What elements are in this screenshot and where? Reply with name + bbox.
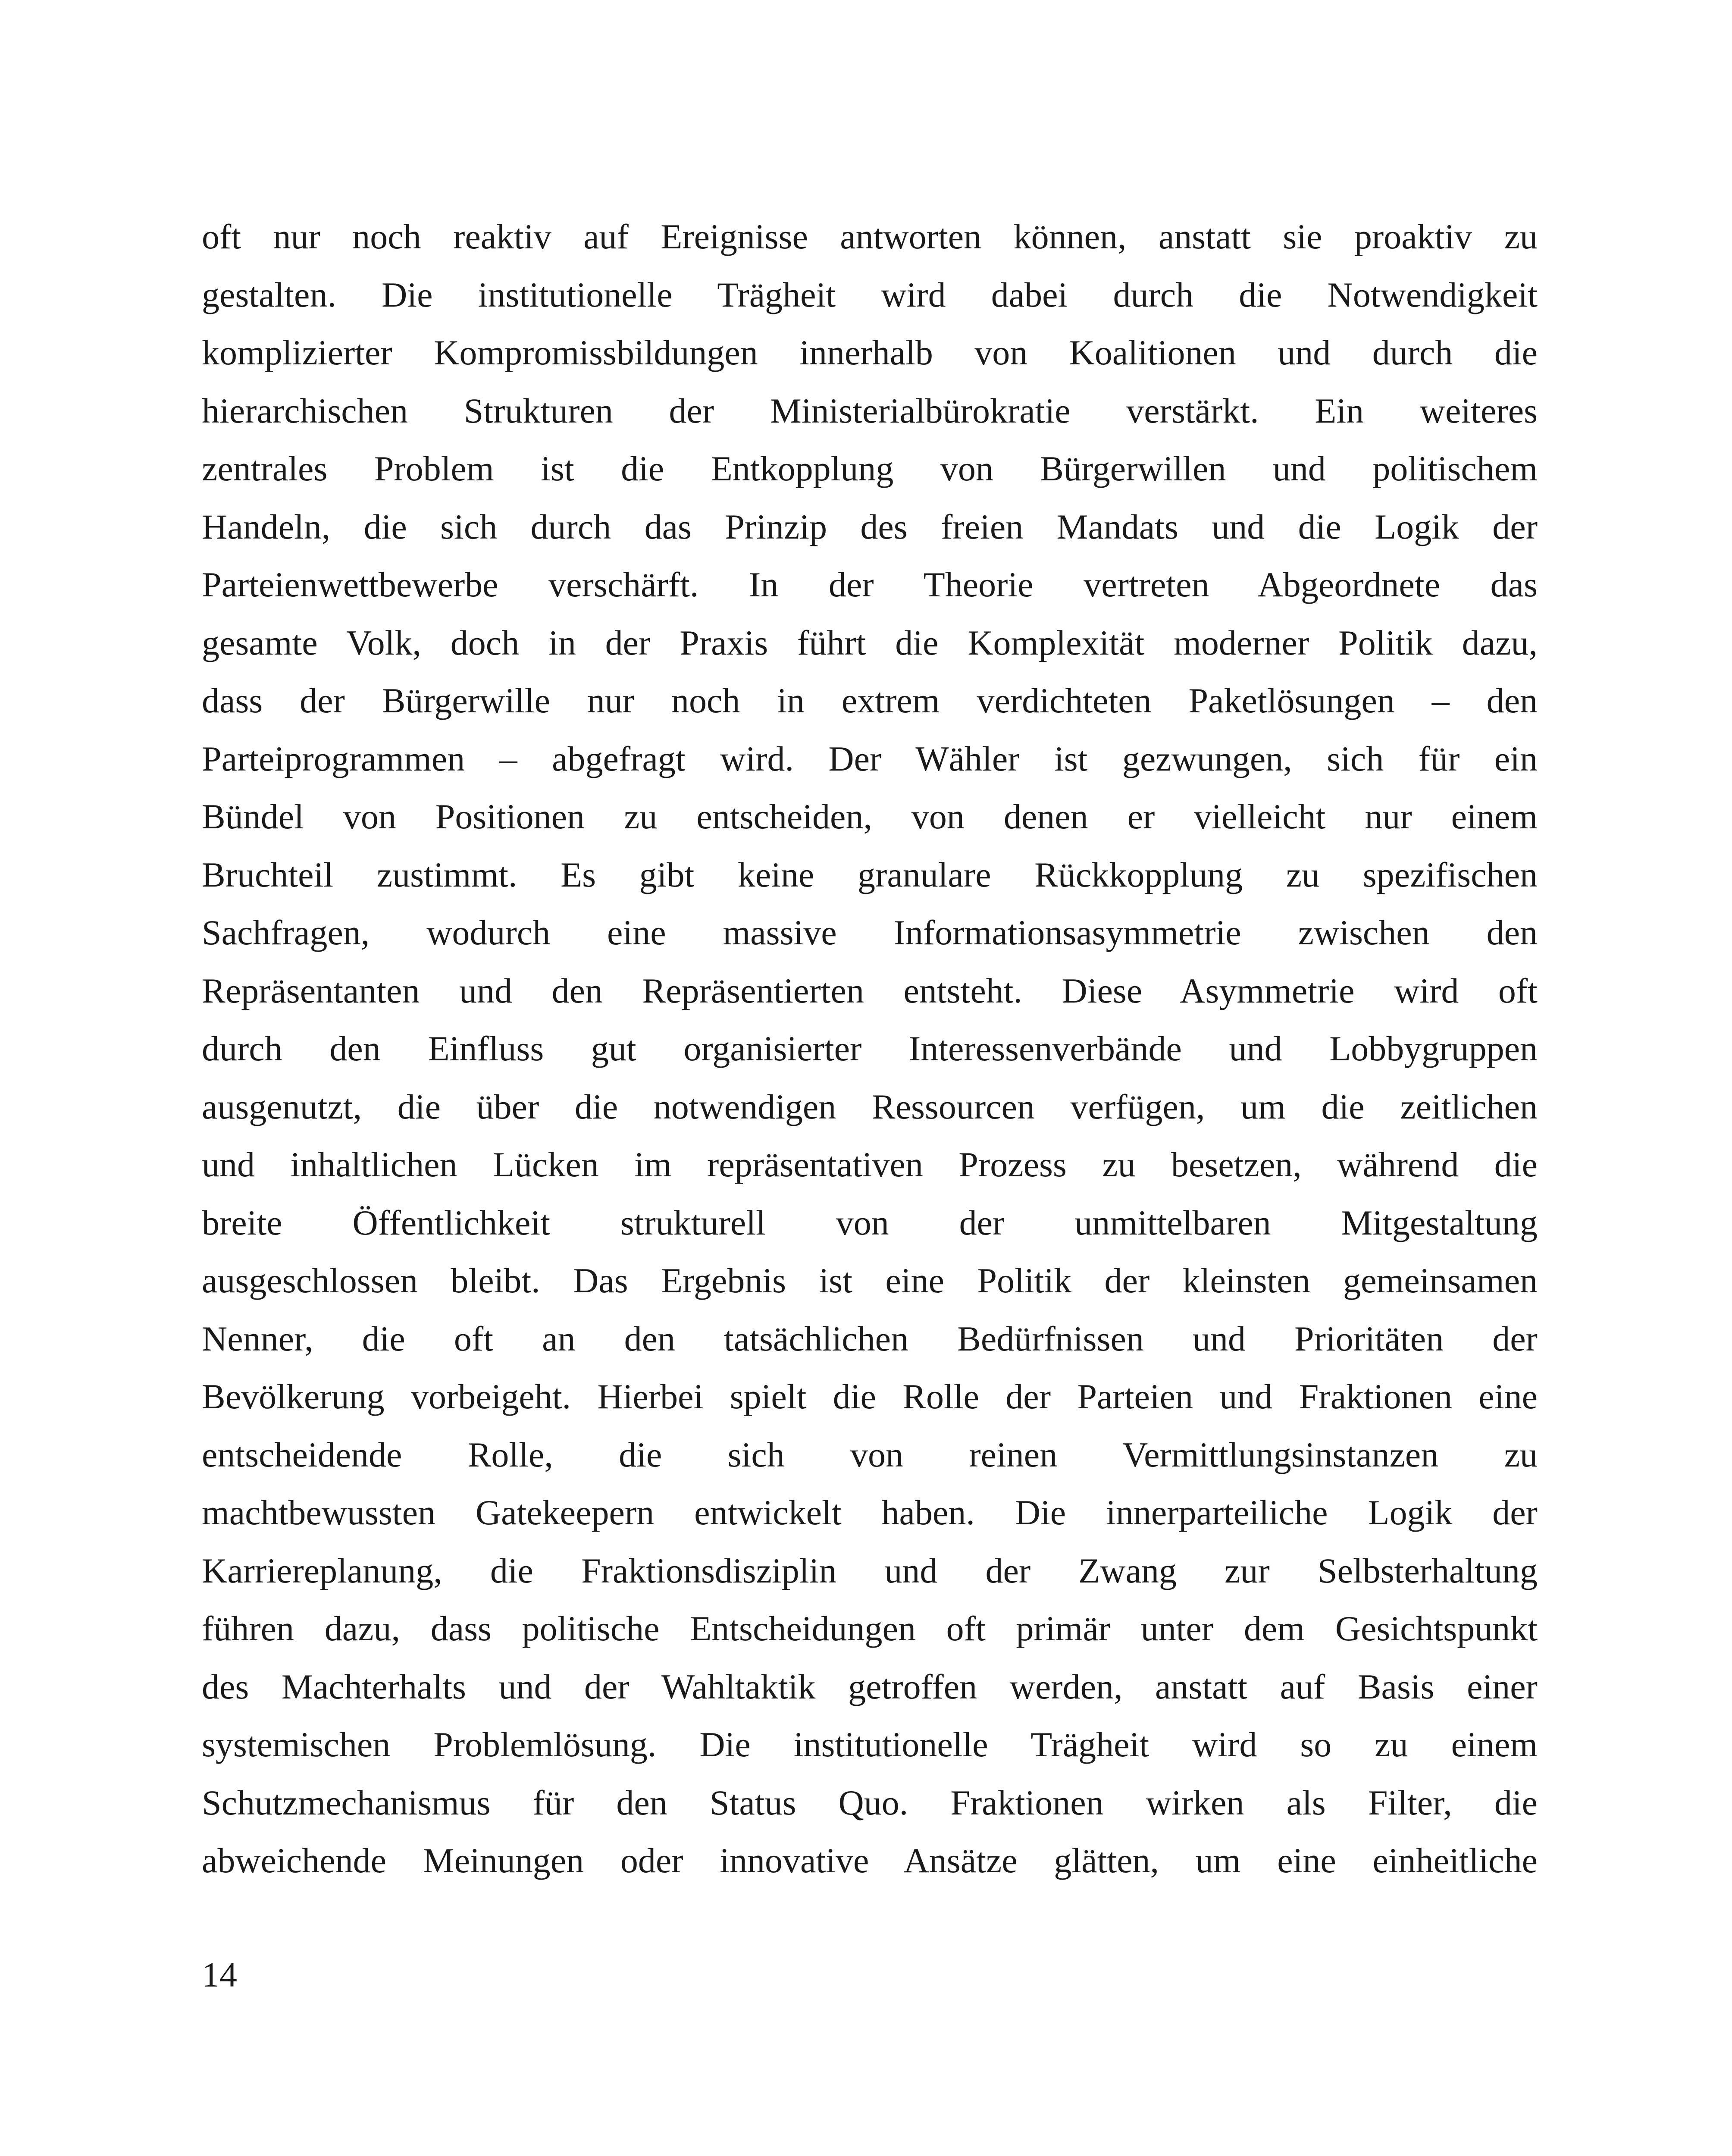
text-line: Karriereplanung, die Fraktionsdisziplin und der Zwang zur Selbsterhaltung xyxy=(202,1551,1538,1590)
text-line: komplizierter Kompromissbildungen innerhalb von Koalitionen und durch die xyxy=(202,333,1538,372)
text-line: gestalten. Die institutionelle Trägheit wird dabei durch die Notwendigkeit xyxy=(202,275,1538,314)
page-number: 14 xyxy=(202,1955,237,1994)
text-line: ausgeschlossen bleibt. Das Ergebnis ist eine Politik der kleinsten gemeinsamen xyxy=(202,1261,1538,1300)
text-line: oft nur noch reaktiv auf Ereignisse antworten können, anstatt sie proaktiv zu xyxy=(202,217,1538,256)
text-line: Bevölkerung vorbeigeht. Hierbei spielt die Rolle der Parteien und Fraktionen eine xyxy=(202,1377,1538,1416)
text-line: zentrales Problem ist die Entkopplung von Bürgerwillen und politischem xyxy=(202,449,1538,488)
text-line: durch den Einfluss gut organisierter Interessenverbände und Lobbygruppen xyxy=(202,1029,1538,1068)
text-line: Sachfragen, wodurch eine massive Informationsasymmetrie zwischen den xyxy=(202,913,1538,952)
text-line: Parteienwettbewerbe verschärft. In der Theorie vertreten Abgeordnete das xyxy=(202,565,1538,604)
text-line: führen dazu, dass politische Entscheidungen oft primär unter dem Gesichtspunkt xyxy=(202,1609,1538,1648)
body-paragraph xyxy=(202,208,1538,1890)
text-line: Bruchteil zustimmt. Es gibt keine granulare Rückkopplung zu spezifischen xyxy=(202,855,1538,894)
text-line: und inhaltlichen Lücken im repräsentativen Prozess zu besetzen, während die xyxy=(202,1145,1538,1184)
text-line: systemischen Problemlösung. Die institutionelle Trägheit wird so zu einem xyxy=(202,1725,1538,1764)
text-line: Schutzmechanismus für den Status Quo. Fraktionen wirken als Filter, die xyxy=(202,1783,1538,1822)
text-line: des Machterhalts und der Wahltaktik getroffen werden, anstatt auf Basis einer xyxy=(202,1667,1538,1706)
text-line: breite Öffentlichkeit strukturell von der unmittelbaren Mitgestaltung xyxy=(202,1203,1538,1242)
text-line: Nenner, die oft an den tatsächlichen Bedürfnissen und Prioritäten der xyxy=(202,1319,1538,1358)
text-line: dass der Bürgerwille nur noch in extrem verdichteten Paketlösungen – den xyxy=(202,681,1538,720)
text-line: Parteiprogrammen – abgefragt wird. Der Wähler ist gezwungen, sich für ein xyxy=(202,739,1538,778)
text-line: Handeln, die sich durch das Prinzip des freien Mandats und die Logik der xyxy=(202,507,1538,546)
text-line: Repräsentanten und den Repräsentierten entsteht. Diese Asymmetrie wird oft xyxy=(202,971,1538,1010)
text-line: machtbewussten Gatekeepern entwickelt haben. Die innerparteiliche Logik der xyxy=(202,1493,1538,1532)
text-line: Bündel von Positionen zu entscheiden, von denen er vielleicht nur einem xyxy=(202,797,1538,836)
text-line: hierarchischen Strukturen der Ministerialbürokratie verstärkt. Ein weiteres xyxy=(202,391,1538,430)
text-line: gesamte Volk, doch in der Praxis führt die Komplexität moderner Politik dazu, xyxy=(202,623,1538,662)
text-line: ausgenutzt, die über die notwendigen Ressourcen verfügen, um die zeitlichen xyxy=(202,1087,1538,1126)
text-line: entscheidende Rolle, die sich von reinen Vermittlungsinstanzen zu xyxy=(202,1435,1538,1474)
text-line: abweichende Meinungen oder innovative Ansätze glätten, um eine einheitliche xyxy=(202,1841,1538,1880)
